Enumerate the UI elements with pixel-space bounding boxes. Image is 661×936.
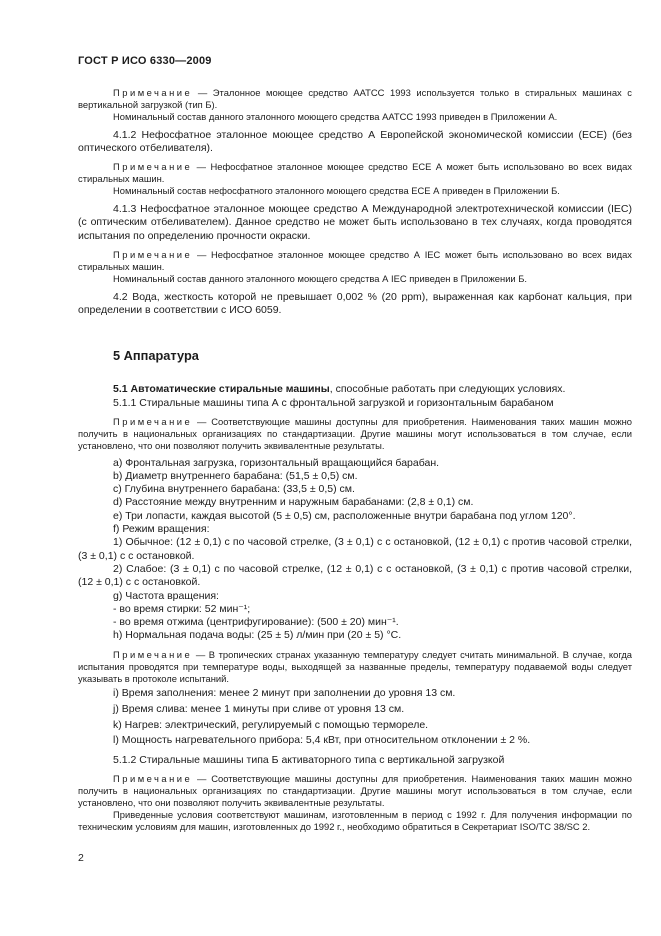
note-continuation: Номинальный состав данного эталонного моющего средства А IEC приведен в Приложении Б. xyxy=(113,272,528,284)
note-paragraph xyxy=(78,416,632,452)
document-header: ГОСТ Р ИСО 6330—2009 xyxy=(78,55,212,67)
paragraph-rest: , способные работать при следующих условиях. xyxy=(329,383,566,396)
note-label: Примечание xyxy=(113,161,193,173)
note-label: Примечание xyxy=(113,87,193,98)
list-item-g-spin: - во время отжима (центрифугирование): (500 ± 20) мин⁻¹. xyxy=(113,616,399,629)
list-item-d: d) Расстояние между внутренним и наружным барабанами: (2,8 ± 0,1) см. xyxy=(113,496,474,509)
note-text: — Соответствующие машины доступны для приобретения. Наименования таких машин можно получить в национальных организациях по стандартизации. Другие машины могут использоваться в том случае, если установлено, что они позволяют получить эквивалентные результаты. xyxy=(78,415,632,451)
body-paragraph-51 xyxy=(78,383,632,396)
list-item-c: c) Глубина внутреннего барабана: (33,5 ± 0,5) см. xyxy=(113,483,355,496)
list-item-k: k) Нагрев: электрический, регулируемый с помощью термореле. xyxy=(113,718,429,731)
list-item-h: h) Нормальная подача воды: (25 ± 5) л/мин при (20 ± 5) °С. xyxy=(113,629,402,642)
body-paragraph-512: 5.1.2 Стиральные машины типа Б активаторного типа с вертикальной загрузкой xyxy=(113,753,505,766)
note-paragraph xyxy=(78,161,632,185)
note-paragraph xyxy=(78,773,632,809)
note-label: Примечание xyxy=(113,248,193,260)
body-paragraph-511: 5.1.1 Стиральные машины типа А с фронтальной загрузкой и горизонтальным барабаном xyxy=(113,396,554,409)
list-item-e: e) Три лопасти, каждая высотой (5 ± 0,5) см, расположенные внутри барабана под углом 120°. xyxy=(113,509,576,522)
note-continuation: Номинальный состав данного эталонного моющего средства AATCC 1993 приведен в Приложении А. xyxy=(113,110,558,122)
note-label: Примечание xyxy=(113,772,193,784)
list-item-g: g) Частота вращения: xyxy=(113,589,219,602)
list-item-g-wash: - во время стирки: 52 мин⁻¹; xyxy=(113,602,251,615)
body-paragraph-413: 4.1.3 Нефосфатное эталонное моющее средство А Международной электротехнической комиссии (IEC) (с оптическим отбеливателем). Данное средство не может быть использовано в тех случаях, когда проводятся испытания по определению прочности окраски. xyxy=(78,203,632,242)
note-text: — В тропических странах указанную температуру следует считать минимальной. В случае, когда испытания проводятся при температуре воды, выходящей за названные пределы, температуру подаваемой воды следует указывать в протоколе испытаний. xyxy=(78,648,632,684)
note-label: Примечание xyxy=(113,415,193,427)
body-paragraph-42: 4.2 Вода, жесткость которой не превышает 0,002 % (20 ppm), выраженная как карбонат кальция, при определении в соответствии с ИСО 6059. xyxy=(78,290,632,316)
list-item-f: f) Режим вращения: xyxy=(113,523,210,536)
page-number: 2 xyxy=(78,852,84,864)
note-text: — Нефосфатное эталонное моющее средство А IEC может быть использовано во всех видах стиральных машин. xyxy=(78,248,632,272)
list-item-i: i) Время заполнения: менее 2 минут при заполнении до уровня 13 см. xyxy=(113,686,456,699)
note-paragraph xyxy=(78,649,632,685)
note-text: — Нефосфатное эталонное моющее средство ЕСЕ А может быть использовано во всех видах стиральных машин. xyxy=(78,161,632,185)
note-paragraph xyxy=(78,249,632,273)
note-text: — Эталонное моющее средство AATCC 1993 используется только в стиральных машинах с вертикальной загрузкой (тип Б). xyxy=(78,87,632,110)
note-paragraph xyxy=(78,87,632,111)
list-item-l: l) Мощность нагревательного прибора: 5,4 кВт, при относительном отклонении ± 2 %. xyxy=(113,734,531,747)
list-item-j: j) Время слива: менее 1 минуты при сливе от уровня 13 см. xyxy=(113,702,405,715)
list-item-b: b) Диаметр внутреннего барабана: (51,5 ± 0,5) см. xyxy=(113,469,358,482)
note-text: — Соответствующие машины доступны для приобретения. Наименования таких машин можно получить в национальных организациях по стандартизации. Другие машины могут использоваться в том случае, если установлено, что они позволяют получить эквивалентные результаты. xyxy=(78,772,632,808)
list-item-f2: 2) Слабое: (3 ± 0,1) с по часовой стрелке, (12 ± 0,1) с с остановкой, (3 ± 0,1) с против часовой стрелки, (12 ± 0,1) с с остановкой. xyxy=(78,562,632,589)
list-item-f1: 1) Обычное: (12 ± 0,1) с по часовой стрелке, (3 ± 0,1) с с остановкой, (12 ± 0,1) с против часовой стрелки, (3 ± 0,1) с с остановкой. xyxy=(78,536,632,562)
note-label: Примечание xyxy=(113,648,193,660)
note-continuation: Приведенные условия соответствуют машинам, изготовленным в период с 1992 г. Для получения информации по техническим условиям для машин, изготовленных до 1992 г., необходимо обратиться в Секретариат ISO/TC 38/SC 2. xyxy=(78,808,632,832)
note-continuation: Номинальный состав нефосфатного эталонного моющего средства ЕСЕ А приведен в Приложении Б. xyxy=(113,185,560,197)
bold-lead: 5.1 Автоматические стиральные машины xyxy=(113,383,330,396)
section-heading-5: 5 Аппаратура xyxy=(113,348,199,364)
list-item-a: a) Фронтальная загрузка, горизонтальный вращающийся барабан. xyxy=(113,456,440,469)
body-paragraph-412: 4.1.2 Нефосфатное эталонное моющее средство А Европейской экономической комиссии (ЕСЕ) (без оптического отбеливателя). xyxy=(78,128,632,155)
